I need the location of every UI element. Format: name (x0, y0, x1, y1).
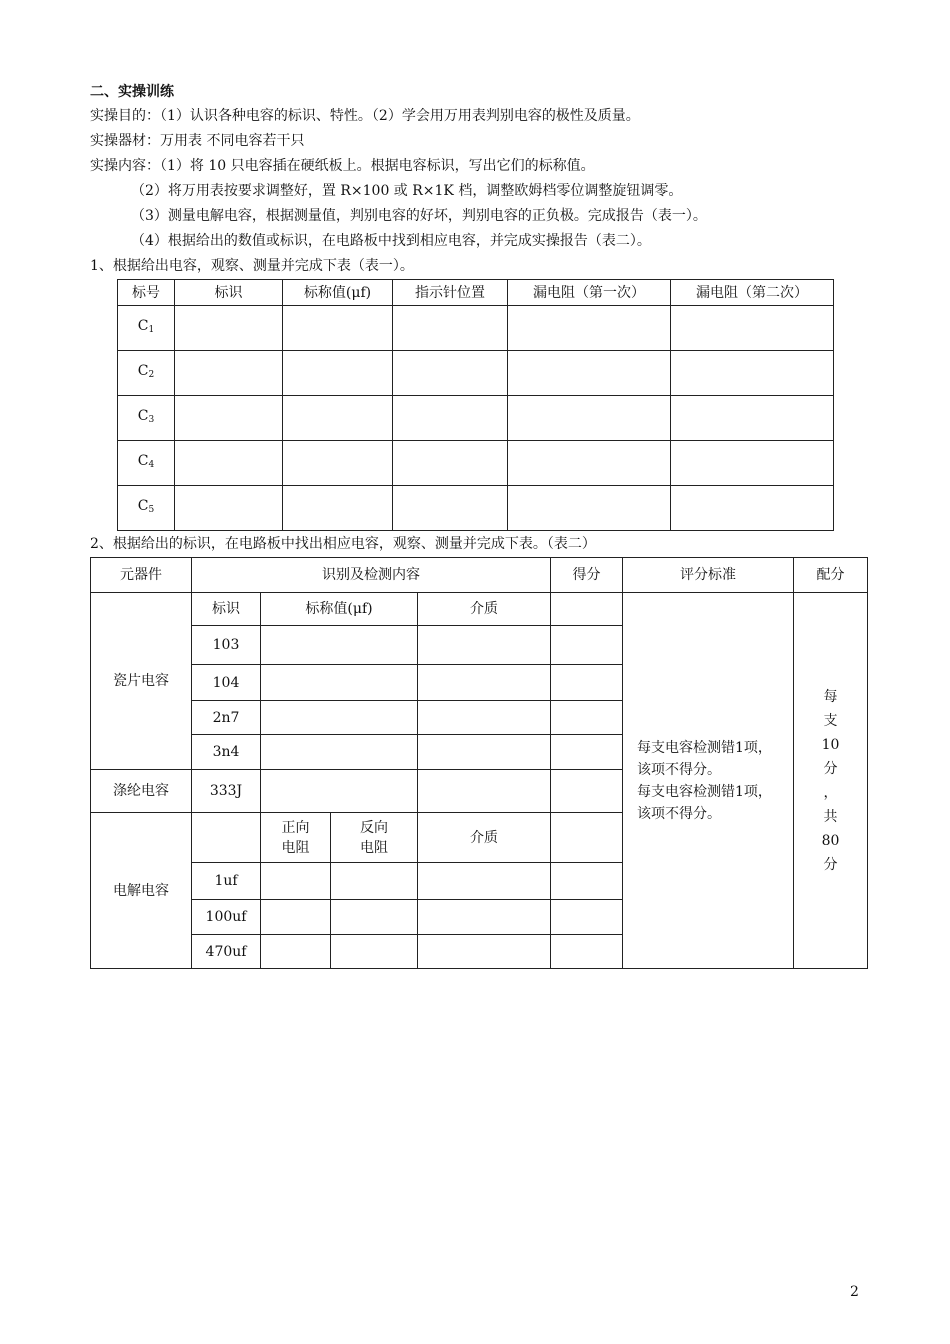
table2-header-row (91, 558, 868, 593)
dielectric-cell[interactable] (418, 770, 551, 813)
ceramic-code: 104 (192, 665, 261, 701)
purpose-text: 实操目的：（1）认识各种电容的标识、特性。（2）学会用万用表判别电容的极性及质量。 (90, 108, 640, 124)
capacitor-report-table-1 (117, 279, 834, 531)
marking-cell[interactable] (175, 306, 283, 351)
capacitor-report-table-2 (90, 557, 868, 969)
header-inspection-content: 识别及检测内容 (192, 558, 551, 593)
leakage-first-cell[interactable] (508, 396, 671, 441)
ceramic-code: 3n4 (192, 735, 261, 770)
reverse-resistance-cell[interactable] (331, 863, 418, 900)
marking-cell[interactable] (175, 441, 283, 486)
leakage-second-cell[interactable] (671, 396, 834, 441)
header-criteria: 评分标准 (623, 558, 794, 593)
leakage-second-cell[interactable] (671, 441, 834, 486)
header-needle-position: 指示针位置 (393, 280, 508, 306)
score-cell[interactable] (551, 900, 623, 935)
header-marking: 标识 (175, 280, 283, 306)
capacitor-label: $C_5$ (118, 486, 175, 531)
subheader-dielectric: 介质 (418, 813, 551, 863)
reverse-resistance-cell[interactable] (331, 900, 418, 935)
empty-cell (192, 813, 261, 863)
score-cell[interactable] (551, 701, 623, 735)
polyester-code: 333J (192, 770, 261, 813)
reverse-resistance-cell[interactable] (331, 935, 418, 969)
nominal-value-cell[interactable] (261, 735, 418, 770)
section-heading: 二、实操训练 (90, 84, 174, 100)
nominal-value-cell[interactable] (261, 701, 418, 735)
leakage-first-cell[interactable] (508, 351, 671, 396)
content-step-4: （4）根据给出的数值或标识，在电路板中找到相应电容，并完成实操报告（表二）。 (131, 233, 651, 249)
nominal-value-cell[interactable] (261, 626, 418, 665)
electrolytic-capacitor-label: 电解电容 (91, 813, 192, 969)
nominal-value-cell[interactable] (261, 665, 418, 701)
dielectric-cell[interactable] (418, 935, 551, 969)
electrolytic-code: 100uf (192, 900, 261, 935)
nominal-value-cell[interactable] (283, 396, 393, 441)
ceramic-capacitor-label: 瓷片电容 (91, 593, 192, 770)
subheader-nominal-value: 标称值(μf) (261, 593, 418, 626)
table-row (118, 396, 834, 441)
marking-cell[interactable] (175, 486, 283, 531)
needle-position-cell[interactable] (393, 306, 508, 351)
dielectric-cell[interactable] (418, 701, 551, 735)
subheader-dielectric: 介质 (418, 593, 551, 626)
leakage-second-cell[interactable] (671, 306, 834, 351)
needle-position-cell[interactable] (393, 441, 508, 486)
scoring-criteria: 每支电容检测错1项， 该项不得分。 每支电容检测错1项， 该项不得分。 (623, 593, 794, 969)
table-row (118, 351, 834, 396)
score-cell[interactable] (551, 813, 623, 863)
score-cell[interactable] (551, 735, 623, 770)
table-row (118, 441, 834, 486)
capacitor-label: $C_1$ (118, 306, 175, 351)
forward-resistance-cell[interactable] (261, 863, 331, 900)
score-cell[interactable] (551, 593, 623, 626)
header-score: 得分 (551, 558, 623, 593)
dielectric-cell[interactable] (418, 735, 551, 770)
nominal-value-cell[interactable] (261, 770, 418, 813)
leakage-first-cell[interactable] (508, 306, 671, 351)
leakage-first-cell[interactable] (508, 441, 671, 486)
content-step-1: 实操内容：（1）将 10 只电容插在硬纸板上。根据电容标识，写出它们的标称值。 (90, 158, 595, 174)
table-row (118, 486, 834, 531)
nominal-value-cell[interactable] (283, 351, 393, 396)
ceramic-code: 2n7 (192, 701, 261, 735)
page-number: 2 (850, 1284, 859, 1300)
needle-position-cell[interactable] (393, 351, 508, 396)
header-component: 元器件 (91, 558, 192, 593)
subheader-reverse-resistance: 反向 电阻 (331, 813, 418, 863)
subheader-forward-resistance: 正向 电阻 (261, 813, 331, 863)
subheader-marking: 标识 (192, 593, 261, 626)
dielectric-cell[interactable] (418, 626, 551, 665)
leakage-second-cell[interactable] (671, 351, 834, 396)
content-step-2: （2）将万用表按要求调整好，置 R×100 或 R×1K 档，调整欧姆档零位调整旋钮调零。 (131, 183, 683, 199)
electrolytic-code: 470uf (192, 935, 261, 969)
ceramic-code: 103 (192, 626, 261, 665)
capacitor-label: $C_2$ (118, 351, 175, 396)
dielectric-cell[interactable] (418, 900, 551, 935)
nominal-value-cell[interactable] (283, 441, 393, 486)
equipment-text: 实操器材：万用表 不同电容若干只 (90, 133, 305, 149)
leakage-second-cell[interactable] (671, 486, 834, 531)
marking-cell[interactable] (175, 396, 283, 441)
dielectric-cell[interactable] (418, 665, 551, 701)
header-leakage-second: 漏电阻（第二次） (671, 280, 834, 306)
leakage-first-cell[interactable] (508, 486, 671, 531)
score-cell[interactable] (551, 863, 623, 900)
capacitor-label: $C_3$ (118, 396, 175, 441)
needle-position-cell[interactable] (393, 486, 508, 531)
needle-position-cell[interactable] (393, 396, 508, 441)
table1-caption: 1、根据给出电容，观察、测量并完成下表（表一）。 (90, 258, 414, 274)
score-cell[interactable] (551, 770, 623, 813)
header-label-no: 标号 (118, 280, 175, 306)
score-cell[interactable] (551, 665, 623, 701)
capacitor-label: $C_4$ (118, 441, 175, 486)
table1-header-row (118, 280, 834, 306)
ceramic-subheader-row (91, 593, 868, 626)
header-points: 配分 (794, 558, 868, 593)
forward-resistance-cell[interactable] (261, 935, 331, 969)
polyester-capacitor-label: 涤纶电容 (91, 770, 192, 813)
content-step-3: （3）测量电解电容，根据测量值，判别电容的好坏，判别电容的正负极。完成报告（表一）。 (131, 208, 707, 224)
points-allocation: 每 支 10 分 ， 共 80 分 (794, 593, 868, 969)
dielectric-cell[interactable] (418, 863, 551, 900)
table-row (118, 306, 834, 351)
score-cell[interactable] (551, 935, 623, 969)
score-cell[interactable] (551, 626, 623, 665)
nominal-value-cell[interactable] (283, 486, 393, 531)
header-leakage-first: 漏电阻（第一次） (508, 280, 671, 306)
marking-cell[interactable] (175, 351, 283, 396)
forward-resistance-cell[interactable] (261, 900, 331, 935)
header-nominal-value: 标称值(μf) (283, 280, 393, 306)
table2-caption: 2、根据给出的标识，在电路板中找出相应电容，观察、测量并完成下表。（表二） (90, 536, 596, 552)
electrolytic-code: 1uf (192, 863, 261, 900)
nominal-value-cell[interactable] (283, 306, 393, 351)
